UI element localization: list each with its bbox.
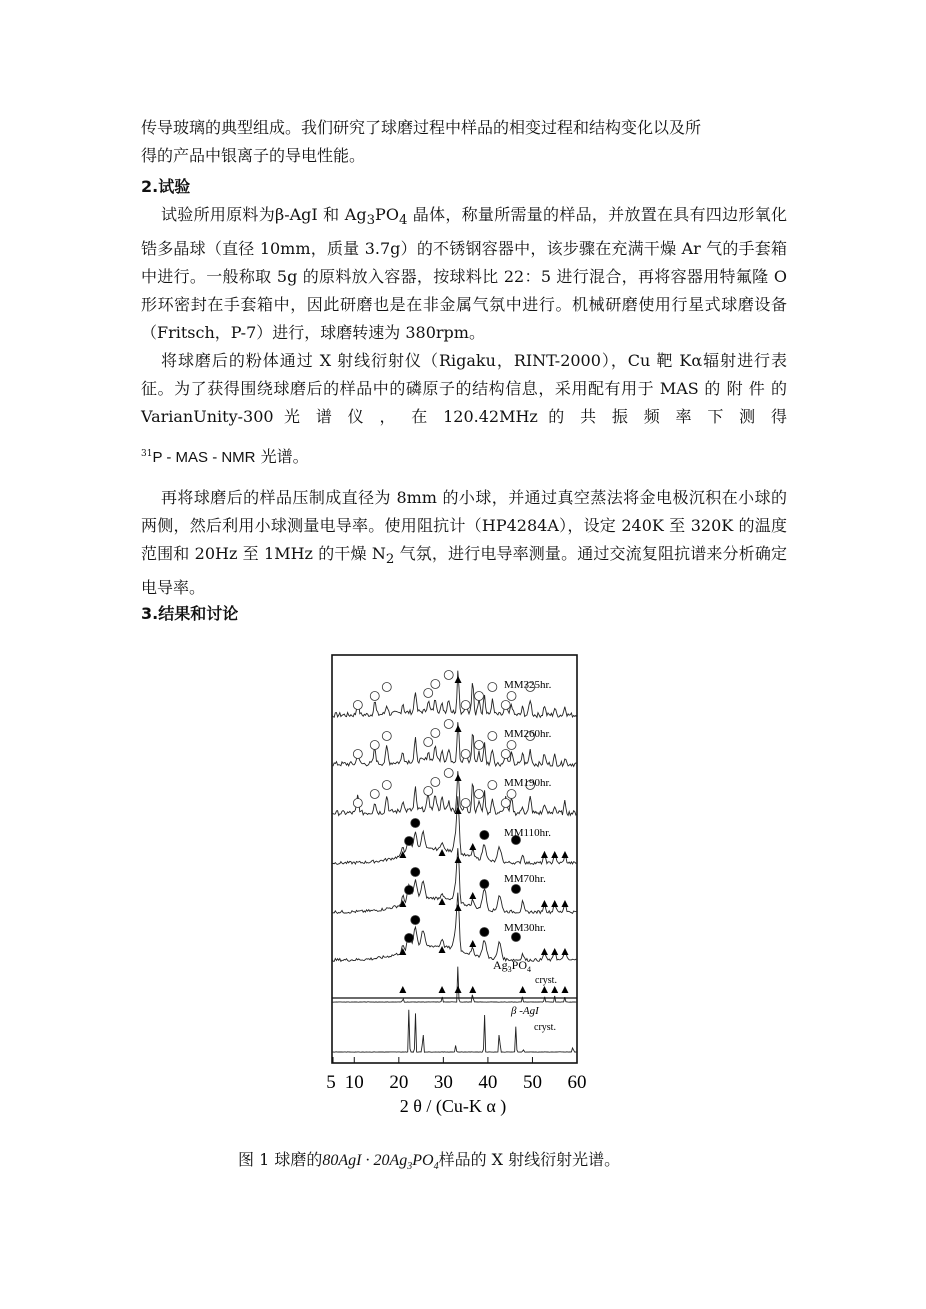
triangle-marker xyxy=(561,851,568,858)
method-paragraph-2: 将球磨后的粉体通过 X 射线衍射仪（Rigaku，RINT-2000），Cu 靶 Kα辐射进行表征。为了获得围绕球磨后的样品中的磷原子的结构信息，采用配有用于 MAS 的 附 件 的 VarianUnity-300 光 谱 仪 ， 在 120.42MHz 的 共 振 频 率 下 测 得 xyxy=(141,351,787,426)
open-circle-marker xyxy=(382,683,391,692)
series-label: MM260hr. xyxy=(504,728,552,740)
open-circle-marker xyxy=(475,741,484,750)
series-label: MM30hr. xyxy=(504,922,546,934)
filled-circle-marker xyxy=(411,819,420,828)
x-tick-label: 40 xyxy=(478,1072,498,1093)
open-circle-marker xyxy=(501,701,510,710)
series-label: MM325hr. xyxy=(504,679,552,691)
caption-sub-b: 4 xyxy=(433,1161,439,1173)
section-2-heading: 2.试验 xyxy=(141,177,191,196)
filled-circle-marker xyxy=(405,934,414,943)
filled-circle-marker xyxy=(480,928,489,937)
nmr-line xyxy=(141,440,309,472)
filled-circle-marker xyxy=(480,880,489,889)
series-label-agi-cryst: cryst. xyxy=(534,1022,556,1033)
open-circle-marker xyxy=(501,799,510,808)
open-circle-marker xyxy=(444,720,453,729)
triangle-marker xyxy=(455,986,462,993)
triangle-marker xyxy=(561,986,568,993)
intro-paragraph xyxy=(141,114,787,170)
triangle-marker xyxy=(439,898,446,905)
open-circle-marker xyxy=(461,799,470,808)
open-circle-marker xyxy=(431,729,440,738)
open-circle-marker xyxy=(461,701,470,710)
p1-sub-4: 4 xyxy=(398,213,408,229)
triangle-marker xyxy=(561,948,568,955)
open-circle-marker xyxy=(507,741,516,750)
open-circle-marker xyxy=(488,781,497,790)
open-circle-marker xyxy=(444,769,453,778)
intro-line-2: 得的产品中银离子的导电性能。 xyxy=(141,146,366,165)
triangle-marker xyxy=(455,904,462,911)
open-circle-marker xyxy=(370,790,379,799)
triangle-marker xyxy=(469,892,476,899)
series-label-ag3po4: $Ag_3PO_4$ xyxy=(493,958,532,974)
open-circle-marker xyxy=(461,750,470,759)
triangle-marker xyxy=(439,849,446,856)
triangle-marker xyxy=(541,948,548,955)
triangle-marker xyxy=(541,986,548,993)
open-circle-marker xyxy=(382,732,391,741)
filled-circle-marker xyxy=(411,868,420,877)
xrd-figure xyxy=(318,650,590,1120)
p3-sub-2: 2 xyxy=(385,552,395,568)
trace-MM325hr. xyxy=(332,671,577,718)
triangle-marker xyxy=(455,856,462,863)
p1-text-c: 晶体，称量所需量的样品，并放置在具有四边形氧化锆多晶球（直径 10mm，质量 3.7g）的不锈钢容器中，该步骤在充满干燥 Ar 气的手套箱中进行。一般称取 5g 的原料放入容器，按球料比 22：5 进行混合，再将容器用特氟隆 O 形环密封在手套箱中，因此研磨也是在非金属气氛中进行。机械研磨使用行星式球磨设备（Fritsch，P-7）进行，球磨转速为 380rpm。 xyxy=(141,205,787,343)
series-label: MM70hr. xyxy=(504,873,546,885)
open-circle-marker xyxy=(370,741,379,750)
triangle-marker xyxy=(439,986,446,993)
p1-sub-3: 3 xyxy=(366,213,376,229)
open-circle-marker xyxy=(424,787,433,796)
x-tick-label: 30 xyxy=(433,1072,453,1093)
open-circle-marker xyxy=(370,692,379,701)
x-tick-label: 20 xyxy=(389,1072,409,1093)
triangle-marker xyxy=(455,774,462,781)
open-circle-marker xyxy=(424,689,433,698)
triangle-marker xyxy=(469,843,476,850)
filled-circle-marker xyxy=(511,885,520,894)
method-paragraph-3 xyxy=(141,484,787,602)
figure-caption xyxy=(238,1146,620,1181)
intro-line-1: 传导玻璃的典型组成。我们研究了球磨过程中样品的相变过程和结构变化以及所 xyxy=(141,118,702,137)
nmr-formula: P - MAS - NMR xyxy=(152,449,256,466)
p3-text-b: 气氛，进行电导率测量。通过交流复阻抗谱来分析确定电导率。 xyxy=(141,544,787,598)
triangle-marker xyxy=(455,725,462,732)
series-label: MM190hr. xyxy=(504,777,552,789)
triangle-marker xyxy=(551,851,558,858)
triangle-marker xyxy=(519,986,526,993)
caption-suffix: 样品的 X 射线衍射光谱。 xyxy=(438,1150,621,1169)
xrd-series-labels xyxy=(493,679,557,1033)
x-tick-label: 60 xyxy=(567,1072,587,1093)
caption-math-a: 80AgI · 20Ag xyxy=(322,1152,408,1169)
x-tick-label: 5 xyxy=(326,1072,336,1093)
section-3-heading: 3.结果和讨论 xyxy=(141,604,239,623)
caption-prefix: 图 1 球磨的 xyxy=(238,1150,323,1169)
open-circle-marker xyxy=(488,732,497,741)
open-circle-marker xyxy=(501,750,510,759)
open-circle-marker xyxy=(507,692,516,701)
caption-sub-a: 3 xyxy=(407,1161,413,1173)
triangle-marker xyxy=(455,676,462,683)
filled-circle-marker xyxy=(405,886,414,895)
p1-text-a: 试验所用原料为β-AgI 和 Ag xyxy=(161,205,367,224)
triangle-marker xyxy=(399,900,406,907)
series-label: MM110hr. xyxy=(504,827,551,839)
open-circle-marker xyxy=(353,750,362,759)
open-circle-marker xyxy=(353,701,362,710)
filled-circle-marker xyxy=(411,916,420,925)
xrd-chart xyxy=(318,650,590,1120)
triangle-marker xyxy=(561,900,568,907)
open-circle-marker xyxy=(444,671,453,680)
open-circle-marker xyxy=(475,790,484,799)
caption-math-b: PO xyxy=(412,1152,434,1169)
nmr-suffix: 光谱。 xyxy=(260,447,309,466)
open-circle-marker xyxy=(431,680,440,689)
triangle-marker xyxy=(541,900,548,907)
p3-text-a: 再将球磨后的样品压制成直径为 8mm 的小球，并通过真空蒸法将金电极沉积在小球的两侧，然后利用小球测量电导率。使用阻抗计（HP4284A），设定 240K 至 320K 的温度范围和 20Hz 至 1MHz 的干燥 N xyxy=(141,488,787,563)
method-paragraph-1 xyxy=(141,201,787,347)
series-label-agi: β -AgI xyxy=(511,1005,539,1017)
open-circle-marker xyxy=(431,778,440,787)
triangle-marker xyxy=(551,900,558,907)
nmr-superscript: 31 xyxy=(141,449,153,459)
open-circle-marker xyxy=(353,799,362,808)
series-label-ag3po4-cryst: cryst. xyxy=(535,975,557,986)
triangle-marker xyxy=(551,986,558,993)
x-tick-label: 10 xyxy=(344,1072,364,1093)
triangle-marker xyxy=(551,948,558,955)
filled-circle-marker xyxy=(405,837,414,846)
x-tick-label: 50 xyxy=(522,1072,542,1093)
triangle-marker xyxy=(541,851,548,858)
triangle-marker xyxy=(399,986,406,993)
open-circle-marker xyxy=(382,781,391,790)
filled-circle-marker xyxy=(480,831,489,840)
p1-text-b: PO xyxy=(375,205,399,224)
open-circle-marker xyxy=(475,692,484,701)
open-circle-marker xyxy=(424,738,433,747)
x-axis-label: 2 θ / (Cu-K α ) xyxy=(399,1096,507,1116)
triangle-marker xyxy=(469,986,476,993)
triangle-marker xyxy=(469,940,476,947)
open-circle-marker xyxy=(488,683,497,692)
open-circle-marker xyxy=(507,790,516,799)
